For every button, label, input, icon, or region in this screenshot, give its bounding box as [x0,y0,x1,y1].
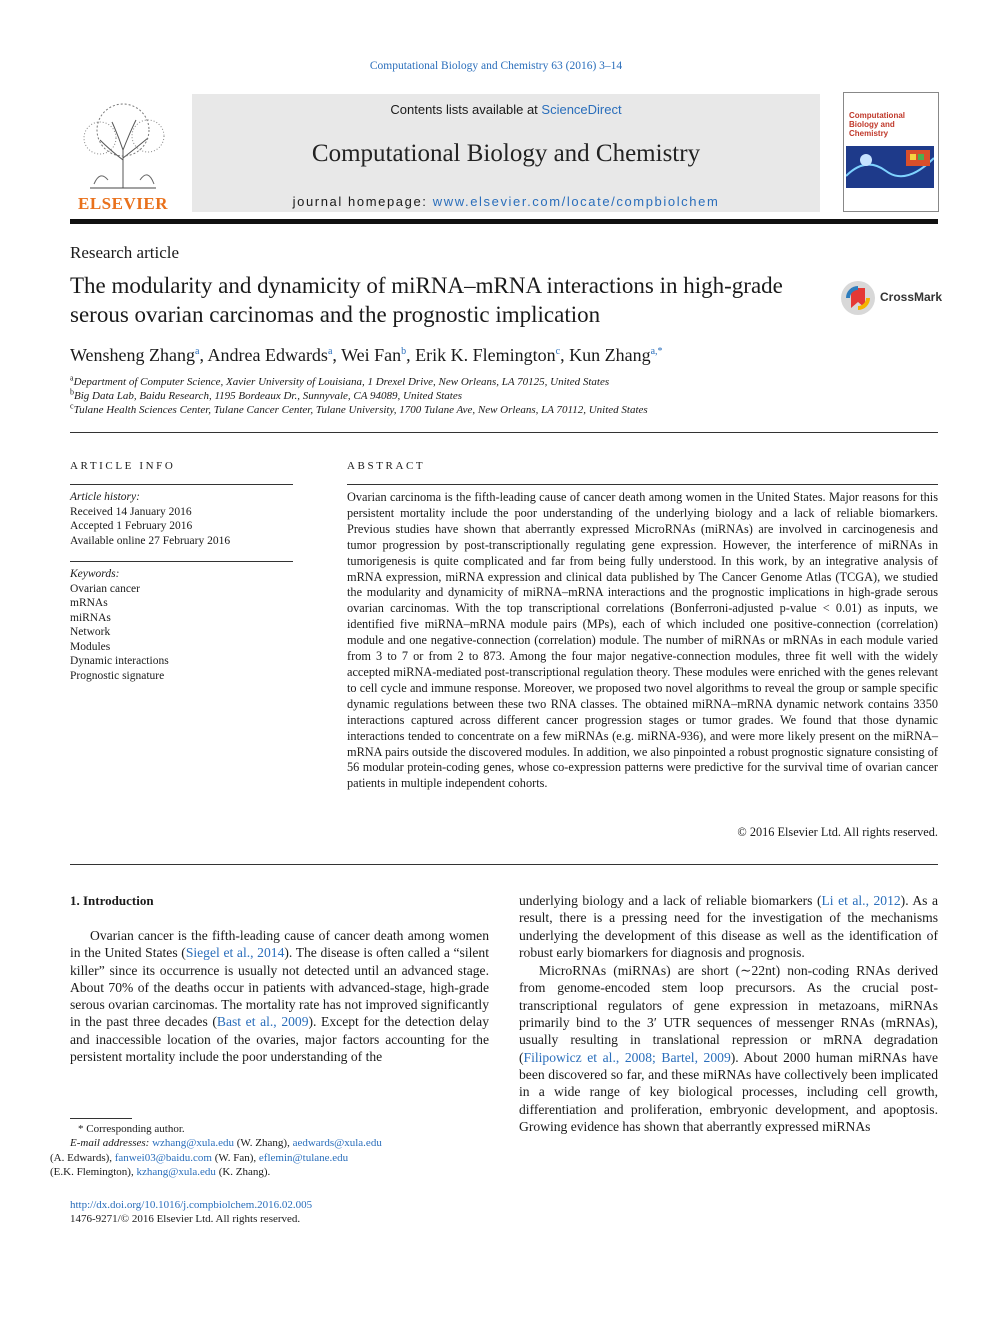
email-link[interactable]: fanwei03@baidu.com [114,1151,212,1164]
article-info-heading: ARTICLE INFO [70,460,176,472]
affiliation-marker: a [70,373,74,383]
keywords-rule [70,561,293,562]
abstract-heading: ABSTRACT [347,460,426,472]
email-link[interactable]: wzhang@xula.edu [152,1137,235,1150]
contents-prefix: Contents lists available at [390,102,542,117]
intro-paragraph-1-continued [519,892,938,961]
body-left-column [70,927,489,1065]
keywords-label: Keywords: [70,568,120,580]
affiliation-text: Tulane Health Sciences Center, Tulane Cancer Center, Tulane University, 1700 Tulane Ave, New Orleans, LA 70112, United States [73,404,648,416]
keyword: Network [70,626,111,638]
paragraph-text: MicroRNAs (miRNAs) are short (∼22nt) non-coding RNAs derived from genome-encoded stem loop precursors. As the crucial post-transcriptional regulators of gene expression in metazoans, miRNAs primarily bind to the 3′ UTR sequences of messenger RNAs (mRNAs), usually resulting in translational repression or mRNA degradation ( [519,963,938,1065]
homepage-prefix: journal homepage: [292,194,433,209]
sciencedirect-link[interactable]: ScienceDirect [541,102,622,117]
author-list [70,345,663,366]
keyword: miRNAs [70,611,111,624]
email-owner: (W. Zhang), [234,1137,293,1150]
email-link[interactable]: kzhang@xula.edu [136,1165,216,1178]
issn-copyright: 1476-9271/© 2016 Elsevier Ltd. All rights reserved. [70,1213,301,1226]
keyword: Prognostic signature [70,669,165,682]
history-received: Received 14 January 2016 [70,505,192,518]
author-separator: , [199,345,208,365]
email-owner: (A. Edwards), [50,1151,115,1164]
citation-link[interactable]: Siegel et al., 2014 [185,945,285,961]
author-affiliation-marker[interactable]: a [327,346,333,357]
body-right-column [519,892,938,1135]
article-title: The modularity and dynamicity of miRNA–mRNA interactions in high-grade serous ovarian carcinomas and the prognostic implication [70,273,783,327]
cover-artwork [846,146,934,188]
abstract-rule [347,484,938,485]
history-accepted: Accepted 1 February 2016 [70,520,193,532]
email-owner: (W. Fan), [211,1151,259,1164]
email-label: E-mail addresses: [70,1137,153,1150]
homepage-link[interactable]: www.elsevier.com/locate/compbiolchem [432,194,720,209]
corresponding-text: Corresponding author. [86,1123,185,1135]
history-online: Available online 27 February 2016 [70,534,231,547]
author-name[interactable]: Erik K. Flemington [415,345,556,365]
email-owner: (E.K. Flemington), [50,1165,137,1178]
author-name[interactable]: Andrea Edwards [207,345,328,365]
intro-paragraph-2 [519,962,938,1135]
journal-homepage [192,194,820,209]
introduction-heading: 1. Introduction [70,893,154,908]
footnotes [50,1122,490,1179]
elsevier-wordmark: ELSEVIER [78,194,168,213]
history-label: Article history: [70,491,140,503]
cover-title: Computational Biology and Chemistry [849,111,905,138]
author-affiliation-marker[interactable]: b [401,346,407,357]
author-affiliation-marker[interactable]: a,* [650,346,663,357]
asterisk-marker: * [78,1123,87,1135]
doi-block [70,1198,312,1227]
paragraph-text: ). The disease is often called a “silent killer” since its occurrence is usually not detected until an advanced stage. About 70% of the deaths occur in patients with advanced-stage, high-grade serous ovarian carcinomas. The mortality rate has not improved significantly in the past three decades ( [70,945,490,1030]
article-info-rule [70,484,293,485]
intro-paragraph-1 [70,927,489,1065]
abstract-text: Ovarian carcinoma is the fifth-leading cause of cancer death among women in the United States. Major reasons for this persistent mortality include the poor understanding of the underlying biology and a lack of reliable biomarkers. Previous studies have shown that aberrantly expressed MicroRNAs (miRNAs) are involved in carcinogenesis and tumor progression by post-transcriptionally regulating gene expression. However, the interference of miRNAs in tumorigenesis is quite complicated and far from being fully understood. In this work, by an integrative analysis of mRNA expression, miRNA expression and clinical data published by The Cancer Genome Atlas (TCGA), we studied the modularity and dynamicity of miRNA–mRNA interactions and the prognostic implications in high-grade serous ovarian carcinomas. With the top transcriptional correlations (Bonferroni-adjusted p-value < 0.01) as inputs, we identified five miRNA–mRNA module pairs (MPs), each of which included one positive-connection (correlation) module and one negative-connection (correlation) module. The number of miRNAs or mRNAs in each module varied from 3 to 7 or from 2 to 873. Among the four major negative-connection modules, three fit well with the widely accepted miRNA-mediated post-transcriptional regulation theory. These modules were enriched with the genes relevant to cell cycle and immune response. Moreover, we proposed two novel algorithms to reveal the group or sample specific dynamic regulations between these two RNA classes. The obtained miRNA–mRNA dynamic network contains 3350 interactions captured across different cancer progression stages or tumor grades. We found that those dynamic interactions tended to concentrate on a few miRNAs (e.g. miRNA-936), and were more likely present on the miRNA–mRNA pairs outside the discovered modules. In addition, we also pinpointed a robust prognostic signature consisting of 56 modular protein-coding genes, whose co-expression patterns were predictive for the survival time of ovarian cancer patients in multiple independent cohorts. [347,490,938,791]
journal-reference-link[interactable]: Computational Biology and Chemistry 63 (2016) 3–14 [369,60,623,72]
paragraph-text: ). Except for the detection delay and inaccessible location of the ovaries, major factors accounting for the persistent mortality include the poor understanding of the [70,1014,489,1065]
paragraph-text: ). About 2000 human miRNAs have been discovered so far, and these miRNAs have collectively been implicated in a wide range of key biological processes, including cell growth, differentiation and proliferation, embryonic development, and apoptosis. Growing evidence has shown that aberrantly expressed miRNAs [519,1049,938,1134]
doi-link[interactable]: http://dx.doi.org/10.1016/j.compbiolchem.2016.02.005 [70,1199,313,1211]
paragraph-text: underlying biology and a lack of reliable biomarkers ( [519,893,822,908]
header-divider [70,219,938,224]
citation-link[interactable]: Li et al., 2012 [821,893,901,908]
paragraph-text: ). As a result, there is a pressing need for the investigation of the mechanisms underlying the development of this disease as well as the identification of robust early biomarkers for diagnosis and prognosis. [519,893,938,960]
title-block-divider [70,432,938,433]
author-separator: , [406,345,416,365]
paragraph-text: Ovarian cancer is the fifth-leading cause of cancer death among women in the United States ( [70,928,489,961]
author-name[interactable]: Wensheng Zhang [70,345,196,365]
affiliation-a [70,373,610,388]
email-link[interactable]: eflemin@tulane.edu [258,1151,349,1164]
citation-link[interactable]: Filipowicz et al., 2008; Bartel, 2009 [523,1049,731,1065]
corresponding-note [70,1122,490,1136]
author-separator: , [332,345,342,365]
author-name[interactable]: Kun Zhang [569,345,651,365]
keyword: mRNAs [70,597,108,609]
email-addresses [50,1136,490,1179]
crossmark-label: CrossMark [880,290,943,304]
affiliation-marker: c [70,401,74,411]
article-history [70,490,230,548]
affiliation-text: Big Data Lab, Baidu Research, 1195 Bordeaux Dr., Sunnyvale, CA 94089, United States [74,390,463,402]
abstract-divider [70,864,938,865]
author-affiliation-marker[interactable]: c [555,346,561,357]
citation-link[interactable]: Bast et al., 2009 [216,1014,309,1030]
affiliation-c [70,401,648,416]
keyword: Ovarian cancer [70,582,140,595]
footnote-divider [70,1118,132,1119]
affiliation-b [70,387,463,402]
keywords-list [70,567,169,683]
author-affiliation-marker[interactable]: a [195,346,200,357]
email-owner: (K. Zhang). [215,1165,271,1178]
keyword: Modules [70,640,111,653]
affiliation-marker: b [70,387,74,397]
author-name[interactable]: Wei Fan [341,345,402,365]
article-type: Research article [70,243,180,262]
email-link[interactable]: aedwards@xula.edu [292,1137,382,1150]
abstract-copyright: © 2016 Elsevier Ltd. All rights reserved. [737,825,938,839]
keyword: Dynamic interactions [70,655,169,667]
author-separator: , [560,345,570,365]
journal-title: Computational Biology and Chemistry [311,140,701,167]
affiliation-text: Department of Computer Science, Xavier University of Louisiana, 1 Drexel Drive, New Orleans, LA 70125, United States [73,376,610,388]
crossmark-icon [840,280,876,316]
contents-availability [192,102,820,117]
